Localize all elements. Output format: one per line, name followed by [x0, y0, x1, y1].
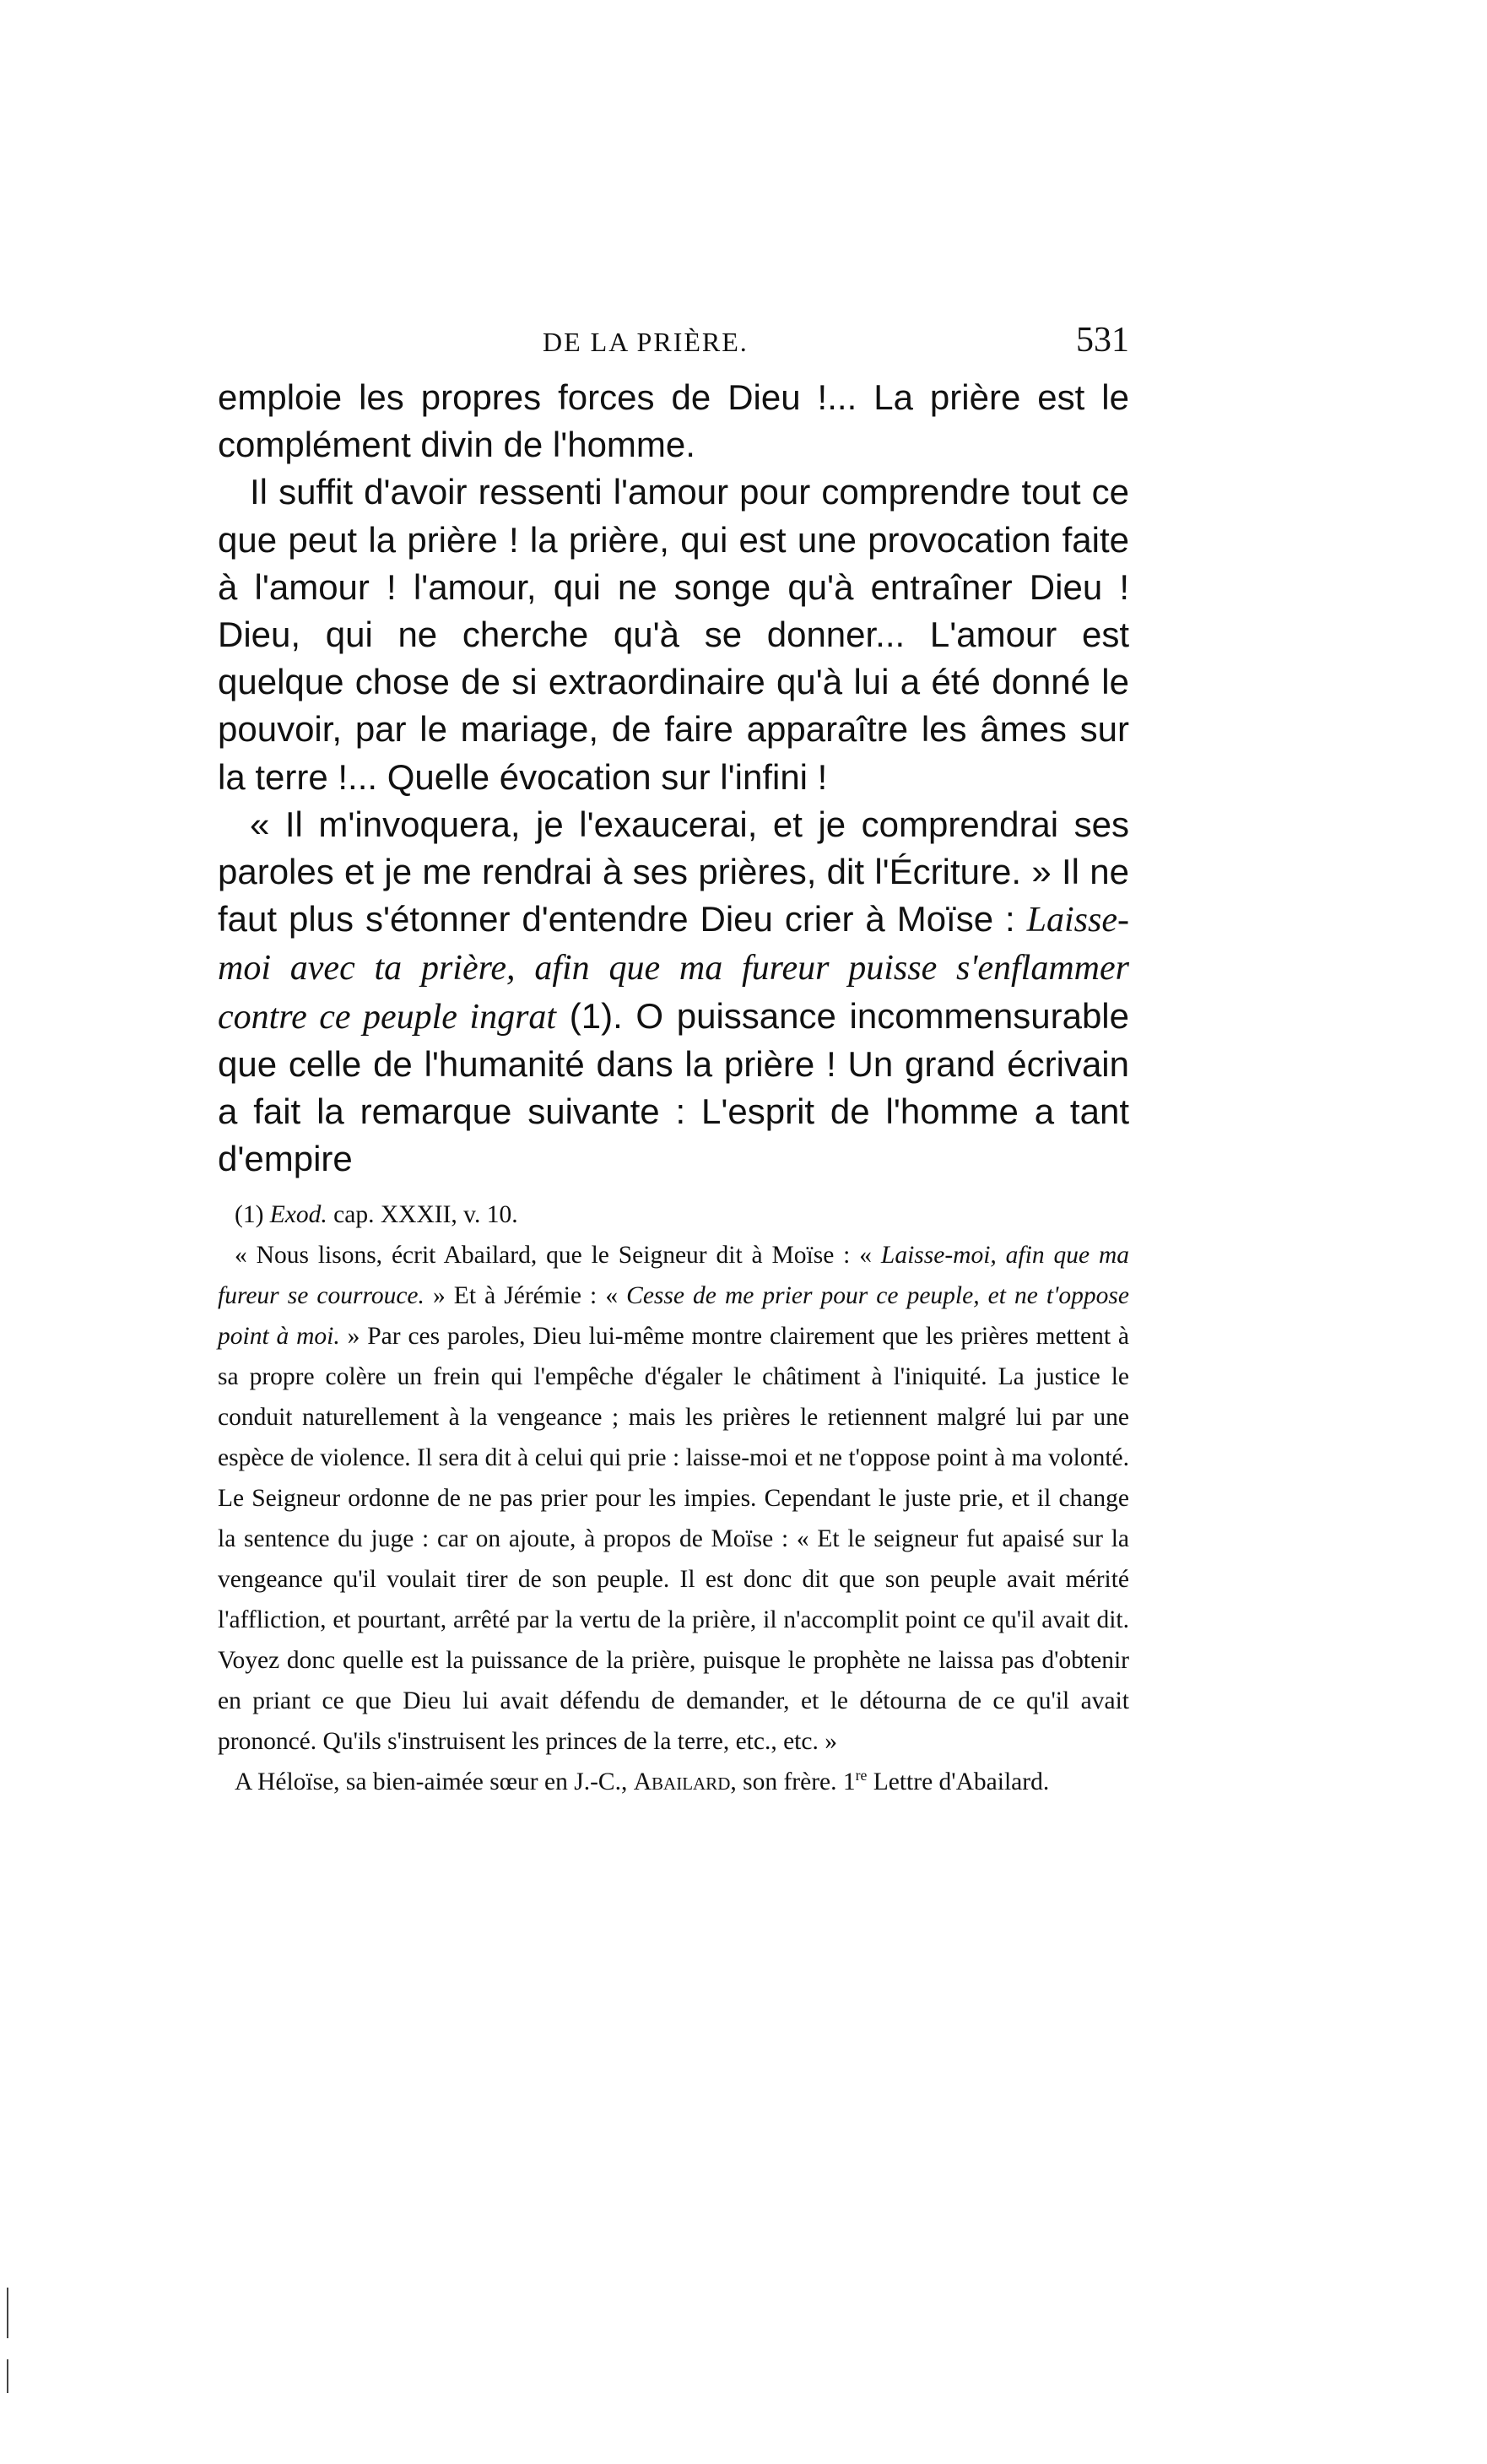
paragraph-text: (1). O puissance incommensurable que celle de l'humanité dans la prière ! Un grand écrivain a fait la remarque suivante : L'esprit de l'homme a tant d'empire: [218, 995, 1129, 1179]
scan-edge-mark: [7, 2359, 8, 2393]
attribution-text: A Héloïse, sa bien-aimée sœur en J.-C.,: [235, 1768, 634, 1795]
footnote-attribution: [218, 1762, 1129, 1802]
paragraph: Il suffit d'avoir ressenti l'amour pour comprendre tout ce que peut la prière ! la prière, qui est une provocation faite à l'amour ! l'amour, qui ne songe qu'à entraîner Dieu ! Dieu, qui ne cherche qu'à se donner... L'amour est quelque chose de si extraordinaire qu'à lui a été donné le pouvoir, par le mariage, de faire apparaître les âmes sur la terre !... Quelle évocation sur l'infini !: [218, 472, 1129, 797]
page-number: 531: [1076, 321, 1129, 360]
footnote-span: « Nous lisons, écrit Abailard, que le Seigneur dit à Moïse : «: [235, 1242, 881, 1269]
footnote-italic: Cesse de me prier pour ce peuple, et ne t'oppose point à moi.: [218, 1282, 1130, 1350]
footnote-marker: (1): [235, 1201, 270, 1228]
attribution-text: Lettre d'Abailard.: [867, 1768, 1050, 1795]
letter-number: 1: [842, 1768, 856, 1795]
footnote-span: » Par ces paroles, Dieu lui-même montre clairement que les prières mettent à sa propre colère un frein qui l'empêche d'égaler le châtiment à l'iniquité. La justice le conduit naturellement à la vengeance ; mais les prières le retiennent malgré lui par une espèce de violence. Il sera dit à celui qui prie : laisse-moi et ne t'oppose point à ma volonté. Le Seigneur ordonne de ne pas prier pour les impies. Cependant le juste prie, et il change la sentence du juge : car on ajoute, à propos de Moïse : « Et le seigneur fut apaisé sur la vengeance qu'il voulait tirer de son peuple. Il est donc dit que son peuple avait mérité l'affliction, et pourtant, arrêté par la vertu de la prière, il n'accomplit point ce qu'il avait dit. Voyez donc quelle est la puissance de la prière, puisque le prophète ne laissa pas d'obtenir en priant ce que Dieu lui avait défendu de demander, et le détourna de ce qu'il avait prononcé. Qu'ils s'instruisent les princes de la terre, etc., etc. »: [218, 1323, 1129, 1755]
attribution-text: , son frère.: [730, 1768, 843, 1795]
main-text: [218, 374, 1129, 1183]
italic-quote: Laisse-moi avec ta prière, afin que ma fureur puisse s'enflammer contre ce peuple ingrat: [218, 901, 1129, 1037]
paragraph-text: « Il m'invoquera, je l'exaucerai, et je comprendrai ses paroles et je me rendrai à ses prières, dit l'Écriture. » Il ne faut plus s'étonner d'entendre Dieu crier à Moïse :: [218, 804, 1129, 940]
paragraph: [218, 801, 1129, 1183]
source-book: Exod.: [269, 1201, 327, 1228]
footnote-reference: [218, 1194, 1129, 1235]
footnote-text: [218, 1235, 1129, 1762]
footnote-span: » Et à Jérémie : «: [424, 1282, 627, 1309]
scan-edge-mark: [7, 2288, 8, 2338]
footnote-italic: Laisse-moi, afin que ma fureur se courrouce.: [218, 1242, 1129, 1309]
running-title: DE LA PRIÈRE.: [543, 327, 749, 357]
source-location: cap. XXXII, v. 10.: [327, 1201, 518, 1228]
page-header: [218, 323, 1129, 374]
author-name: Abailard: [633, 1768, 731, 1795]
ordinal-suffix: re: [855, 1767, 868, 1784]
paragraph: emploie les propres forces de Dieu !... La prière est le complément divin de l'homme.: [218, 377, 1129, 465]
footnotes: [218, 1194, 1129, 1802]
